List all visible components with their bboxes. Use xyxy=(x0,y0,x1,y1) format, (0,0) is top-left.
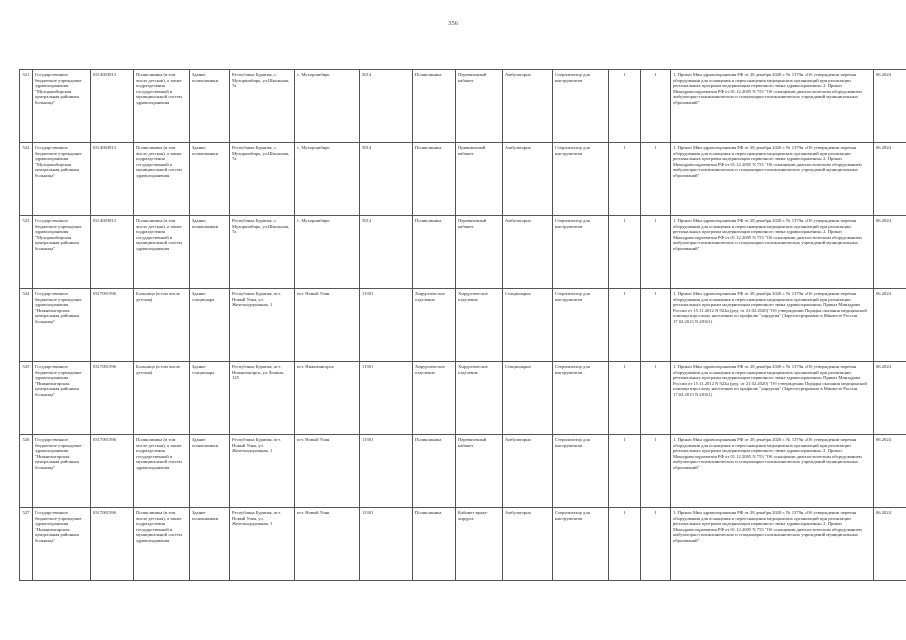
care-form-cell: Амбулаторно xyxy=(503,435,553,508)
page-number: 356 xyxy=(448,20,458,27)
locality-cell: пгт. Новый Уоян xyxy=(295,508,360,581)
room-cell: Хирургическое отделение xyxy=(456,289,503,362)
organization-cell: Государственное бюджетное учреждение здравоохранения "Нижнеангарская центральная районная больница" xyxy=(33,508,91,581)
row-number-cell: 523 xyxy=(20,216,33,289)
date-cell: 06.2024 xyxy=(874,362,906,435)
date-cell: 06.2024 xyxy=(874,508,906,581)
equipment-register-table xyxy=(19,69,906,581)
legal-basis-cell: 1. Приказ Мин здравоохранения РФ от 28 декабря 2020 г. № 1379н «Об утверждении перечня оборудования для оснащения и переоснащения медицинских организаций при реализации региональных программ модернизации первичного звена здравоохранения» Приказ Минздрава России от 15.11.2012 N 922н (ред. от 21.02.2020) "Об утверждении Порядка оказания медицинской помощи взрослому населению по профилю "хирургия" (Зарегистрировано в Минюсте России 17.04.2013 N 28161) xyxy=(671,289,874,362)
table-row xyxy=(20,362,906,435)
locality-cell: с. Мухоршибирь xyxy=(295,216,360,289)
locality-cell: пгт. Нижнеангарск xyxy=(295,362,360,435)
building-cell: Здание поликлиники xyxy=(190,508,230,581)
locality-cell: пгт. Новый Уоян xyxy=(295,435,360,508)
date-cell: 06.2024 xyxy=(874,289,906,362)
table-row xyxy=(20,70,906,143)
building-cell: Здание стационара xyxy=(190,362,230,435)
oktmo-cell: 5014 xyxy=(360,216,413,289)
department-cell: Поликлиника xyxy=(413,70,456,143)
department-cell: Поликлиника xyxy=(413,216,456,289)
address-cell: Республика Бурятия, пгт. Новый Уоян, ул. Железнодорожная, 1 xyxy=(230,435,295,508)
quantity-required-cell: 1 xyxy=(641,289,671,362)
date-cell: 06.2024 xyxy=(874,216,906,289)
quantity-cell: 1 xyxy=(609,143,641,216)
building-cell: Здание поликлиники xyxy=(190,216,230,289)
locality-cell: с. Мухоршибирь xyxy=(295,70,360,143)
quantity-required-cell: 1 xyxy=(641,70,671,143)
locality-cell: пгт. Новый Уоян xyxy=(295,289,360,362)
department-cell: Поликлиника xyxy=(413,508,456,581)
row-number-cell: 524 xyxy=(20,289,33,362)
department-cell: Хирургическое отделение xyxy=(413,362,456,435)
table-row xyxy=(20,289,906,362)
table-row xyxy=(20,216,906,289)
row-number-cell: 526 xyxy=(20,435,33,508)
care-form-cell: Стационарно xyxy=(503,289,553,362)
table-row xyxy=(20,143,906,216)
room-cell: Перевязочный кабинет xyxy=(456,435,503,508)
code-cell: 0317001596 xyxy=(91,508,134,581)
room-cell: Перевязочный кабинет xyxy=(456,70,503,143)
code-cell: 0317001596 xyxy=(91,289,134,362)
equipment-cell: Стерилизатор для инструментов xyxy=(553,216,609,289)
oktmo-cell: 11301 xyxy=(360,289,413,362)
organization-cell: Государственное бюджетное учреждение здравоохранения "Нижнеангарская центральная районная больница" xyxy=(33,362,91,435)
code-cell: 0314003813 xyxy=(91,216,134,289)
oktmo-cell: 11301 xyxy=(360,508,413,581)
quantity-cell: 1 xyxy=(609,362,641,435)
code-cell: 0317001596 xyxy=(91,435,134,508)
table-row xyxy=(20,508,906,581)
room-cell: Кабинет врача-хирурга xyxy=(456,508,503,581)
quantity-required-cell: 1 xyxy=(641,508,671,581)
organization-cell: Государственное бюджетное учреждение здравоохранения "Мухоршибирская центральная районная больница" xyxy=(33,143,91,216)
table-body xyxy=(20,70,906,581)
address-cell: Республика Бурятия, с. Мухоршибирь, ул.Школьная, 7а xyxy=(230,143,295,216)
department-cell: Поликлиника xyxy=(413,435,456,508)
table-row xyxy=(20,435,906,508)
institution-type-cell: Поликлиника (в том числе детская), а также подразделения государственной и муниципальной систем здравоохранения xyxy=(134,70,190,143)
legal-basis-cell: 1. Приказ Мин здравоохранения РФ от 28 декабря 2020 г. № 1379н «Об утверждении перечня оборудования для оснащения и переоснащения медицинских организаций при реализации региональных программ модернизации первичного звена здравоохранения» 2. Приказ Минздравсоцразвития РФ от 01.12.2005 N 753 "Об оснащении диагностическим оборудованием амбулаторно-поликлинических и стационарно-поликлинических учреждений муниципальных образований" xyxy=(671,143,874,216)
date-cell: 06.2024 xyxy=(874,435,906,508)
institution-type-cell: Больница (в том числе детская) xyxy=(134,362,190,435)
quantity-cell: 1 xyxy=(609,216,641,289)
room-cell: Прививочный кабинет xyxy=(456,143,503,216)
equipment-cell: Стерилизатор для инструментов xyxy=(553,508,609,581)
quantity-cell: 1 xyxy=(609,289,641,362)
code-cell: 0314003813 xyxy=(91,143,134,216)
building-cell: Здание поликлиники xyxy=(190,70,230,143)
institution-type-cell: Поликлиника (в том числе детская), а также подразделения государственной и муниципальной систем здравоохранения xyxy=(134,216,190,289)
equipment-cell: Стерилизатор для инструментов xyxy=(553,143,609,216)
quantity-cell: 1 xyxy=(609,435,641,508)
equipment-cell: Стерилизатор для инструментов xyxy=(553,362,609,435)
row-number-cell: 527 xyxy=(20,508,33,581)
care-form-cell: Амбулаторно xyxy=(503,70,553,143)
quantity-required-cell: 1 xyxy=(641,143,671,216)
department-cell: Хирургическое отделение xyxy=(413,289,456,362)
legal-basis-cell: 1. Приказ Мин здравоохранения РФ от 28 декабря 2020 г. № 1379н «Об утверждении перечня оборудования для оснащения и переоснащения медицинских организаций при реализации региональных программ модернизации первичного звена здравоохранения» Приказ Минздрава России от 15.11.2012 N 922н (ред. от 21.02.2020) "Об утверждении Порядка оказания медицинской помощи взрослому населению по профилю "хирургия" (Зарегистрировано в Минюсте России 17.04.2013 N 28161) xyxy=(671,362,874,435)
oktmo-cell: 5014 xyxy=(360,143,413,216)
code-cell: 0317001596 xyxy=(91,362,134,435)
oktmo-cell: 11301 xyxy=(360,362,413,435)
legal-basis-cell: 1. Приказ Мин здравоохранения РФ от 28 декабря 2020 г. № 1379н «Об утверждении перечня оборудования для оснащения и переоснащения медицинских организаций при реализации региональных программ модернизации первичного звена здравоохранения» 2. Приказ Минздравсоцразвития РФ от 01.12.2005 N 753 "Об оснащении диагностическим оборудованием амбулаторно-поликлинических и стационарно-поликлинических учреждений муниципальных образований" xyxy=(671,435,874,508)
care-form-cell: Амбулаторно xyxy=(503,508,553,581)
organization-cell: Государственное бюджетное учреждение здравоохранения "Мухоршибирская центральная районная больница" xyxy=(33,70,91,143)
building-cell: Здание поликлиники xyxy=(190,435,230,508)
address-cell: Республика Бурятия, пгт. Новый Уоян, ул. Железнодорожная, 1 xyxy=(230,289,295,362)
row-number-cell: 525 xyxy=(20,362,33,435)
oktmo-cell: 5014 xyxy=(360,70,413,143)
building-cell: Здание стационара xyxy=(190,289,230,362)
address-cell: Республика Бурятия, с. Мухоршибирь, ул.Школьная, 7а xyxy=(230,70,295,143)
address-cell: Республика Бурятия, пгт. Новый Уоян, ул. Железнодорожная, 1 xyxy=(230,508,295,581)
care-form-cell: Амбулаторно xyxy=(503,216,553,289)
legal-basis-cell: 1. Приказ Мин здравоохранения РФ от 28 декабря 2020 г. № 1379н «Об утверждении перечня оборудования для оснащения и переоснащения медицинских организаций при реализации региональных программ модернизации первичного звена здравоохранения» 2. Приказ Минздравсоцразвития РФ от 01.12.2005 N 753 "Об оснащении диагностическим оборудованием амбулаторно-поликлинических и стационарно-поликлинических учреждений муниципальных образований" xyxy=(671,70,874,143)
organization-cell: Государственное бюджетное учреждение здравоохранения "Нижнеангарская центральная районная больница" xyxy=(33,435,91,508)
legal-basis-cell: 1. Приказ Мин здравоохранения РФ от 28 декабря 2020 г. № 1379н «Об утверждении перечня оборудования для оснащения и переоснащения медицинских организаций при реализации региональных программ модернизации первичного звена здравоохранения» 2. Приказ Минздравсоцразвития РФ от 01.12.2005 N 753 "Об оснащении диагностическим оборудованием амбулаторно-поликлинических и стационарно-поликлинических учреждений муниципальных образований" xyxy=(671,508,874,581)
care-form-cell: Амбулаторно xyxy=(503,143,553,216)
quantity-cell: 1 xyxy=(609,508,641,581)
equipment-cell: Стерилизатор для инструментов xyxy=(553,289,609,362)
organization-cell: Государственное бюджетное учреждение здравоохранения "Мухоршибирская центральная районная больница" xyxy=(33,216,91,289)
quantity-required-cell: 1 xyxy=(641,435,671,508)
row-number-cell: 521 xyxy=(20,70,33,143)
building-cell: Здание поликлиники xyxy=(190,143,230,216)
quantity-cell: 1 xyxy=(609,70,641,143)
institution-type-cell: Поликлиника (в том числе детская), а также подразделения государственной и муниципальной систем здравоохранения xyxy=(134,435,190,508)
institution-type-cell: Больница (в том числе детская) xyxy=(134,289,190,362)
organization-cell: Государственное бюджетное учреждение здравоохранения "Нижнеангарская центральная районная больница" xyxy=(33,289,91,362)
code-cell: 0314003813 xyxy=(91,70,134,143)
department-cell: Поликлиника xyxy=(413,143,456,216)
equipment-cell: Стерилизатор для инструментов xyxy=(553,435,609,508)
oktmo-cell: 11301 xyxy=(360,435,413,508)
quantity-required-cell: 1 xyxy=(641,216,671,289)
date-cell: 06.2024 xyxy=(874,143,906,216)
institution-type-cell: Поликлиника (в том числе детская), а также подразделения государственной и муниципальной систем здравоохранения xyxy=(134,508,190,581)
room-cell: Хирургическое отделение xyxy=(456,362,503,435)
quantity-required-cell: 1 xyxy=(641,362,671,435)
date-cell: 06.2024 xyxy=(874,70,906,143)
locality-cell: с. Мухоршибирь xyxy=(295,143,360,216)
address-cell: Республика Бурятия, с. Мухоршибирь, ул.Школьная, 7а xyxy=(230,216,295,289)
address-cell: Республика Бурятия, пгт. Нижнеангарск, ул.Ленина, 125 xyxy=(230,362,295,435)
equipment-cell: Стерилизатор для инструментов xyxy=(553,70,609,143)
room-cell: Перевязочный кабинет xyxy=(456,216,503,289)
legal-basis-cell: 1. Приказ Мин здравоохранения РФ от 28 декабря 2020 г. № 1379н «Об утверждении перечня оборудования для оснащения и переоснащения медицинских организаций при реализации региональных программ модернизации первичного звена здравоохранения» 2. Приказ Минздравсоцразвития РФ от 01.12.2005 N 753 "Об оснащении диагностическим оборудованием амбулаторно-поликлинических и стационарно-поликлинических учреждений муниципальных образований" xyxy=(671,216,874,289)
institution-type-cell: Поликлиника (в том числе детская), а также подразделения государственной и муниципальной систем здравоохранения xyxy=(134,143,190,216)
row-number-cell: 522 xyxy=(20,143,33,216)
care-form-cell: Стационарно xyxy=(503,362,553,435)
